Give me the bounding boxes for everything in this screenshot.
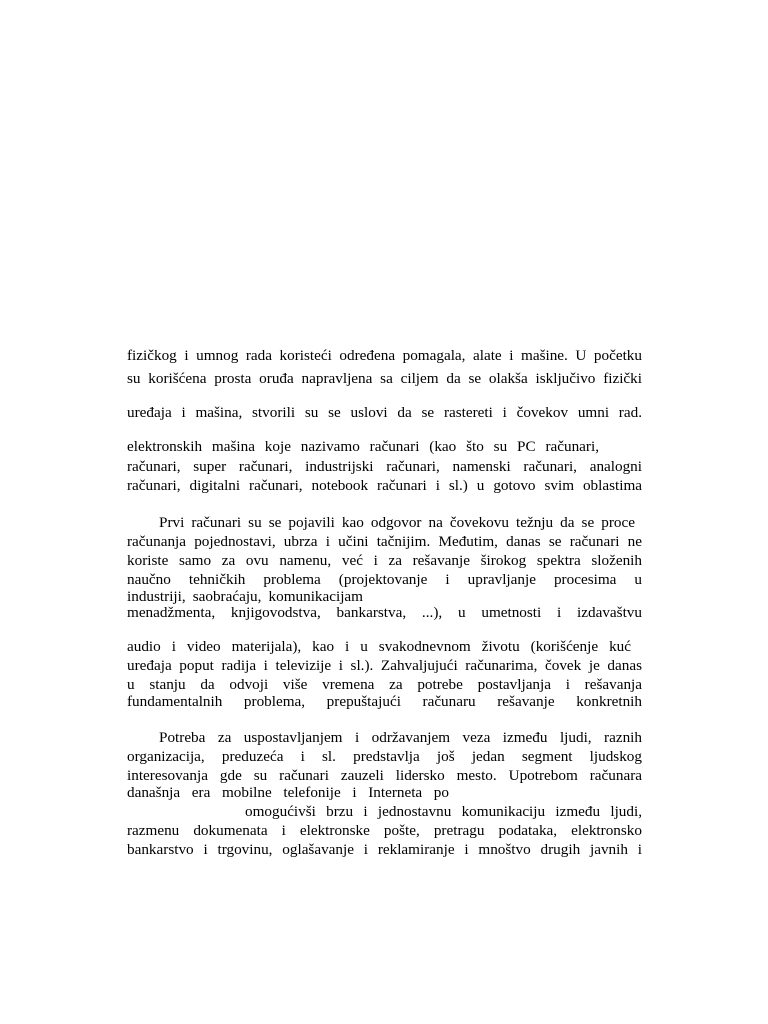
text-line: razmenu dokumenata i elektronske pošte, pretragu podataka, elektronsko bbox=[127, 822, 642, 839]
text-line: menadžmenta, knjigovodstva, bankarstva, ...), u umetnosti i izdavaštvu bbox=[127, 604, 642, 621]
text-line: uređaja poput radija i televizije i sl.). Zahvaljujući računarima, čovek je danas bbox=[127, 657, 642, 674]
text-line: Potreba za uspostavljanjem i održavanjem veza između ljudi, raznih bbox=[159, 729, 642, 746]
text-line: u stanju da odvoji više vremena za potrebe postavljanja i rešavanja bbox=[127, 676, 642, 693]
text-line: Prvi računari su se pojavili kao odgovor na čovekovu težnju da se proce bbox=[159, 514, 635, 531]
text-line: industriji, saobraćaju, komunikacijam bbox=[127, 588, 363, 605]
text-line: naučno tehničkih problema (projektovanje i upravljanje procesima u bbox=[127, 571, 642, 588]
text-line: računanja pojednostavi, ubrza i učini tačnijim. Međutim, danas se računari ne bbox=[127, 533, 642, 550]
text-line: računari, digitalni računari, notebook računari i sl.) u gotovo svim oblastima bbox=[127, 477, 642, 494]
text-line: interesovanja gde su računari zauzeli lidersko mesto. Upotrebom računara bbox=[127, 767, 642, 784]
text-line: koriste samo za ovu namenu, već i za rešavanje širokog spektra složenih bbox=[127, 552, 642, 569]
text-line: fundamentalnih problema, prepuštajući računaru rešavanje konkretnih bbox=[127, 693, 642, 710]
text-line: elektronskih mašina koje nazivamo računari (kao što su PC računari, bbox=[127, 438, 599, 455]
text-line: uređaja i mašina, stvorili su se uslovi da se rastereti i čovekov umni rad. bbox=[127, 404, 642, 421]
text-line: današnja era mobilne telefonije i Interneta po bbox=[127, 784, 449, 801]
text-line: su korišćena prosta oruđa napravljena sa ciljem da se olakša isključivo fizički bbox=[127, 370, 642, 387]
text-line: fizičkog i umnog rada koristeći određena pomagala, alate i mašine. U početku bbox=[127, 347, 642, 364]
text-line: računari, super računari, industrijski računari, namenski računari, analogni bbox=[127, 458, 642, 475]
text-line: bankarstvo i trgovinu, oglašavanje i reklamiranje i mnoštvo drugih javnih i bbox=[127, 841, 642, 858]
text-line: audio i video materijala), kao i u svakodnevnom životu (korišćenje kuć bbox=[127, 638, 631, 655]
text-line: omogućivši brzu i jednostavnu komunikaciju između ljudi, bbox=[245, 803, 642, 820]
text-line: organizacija, preduzeća i sl. predstavlja još jedan segment ljudskog bbox=[127, 748, 642, 765]
